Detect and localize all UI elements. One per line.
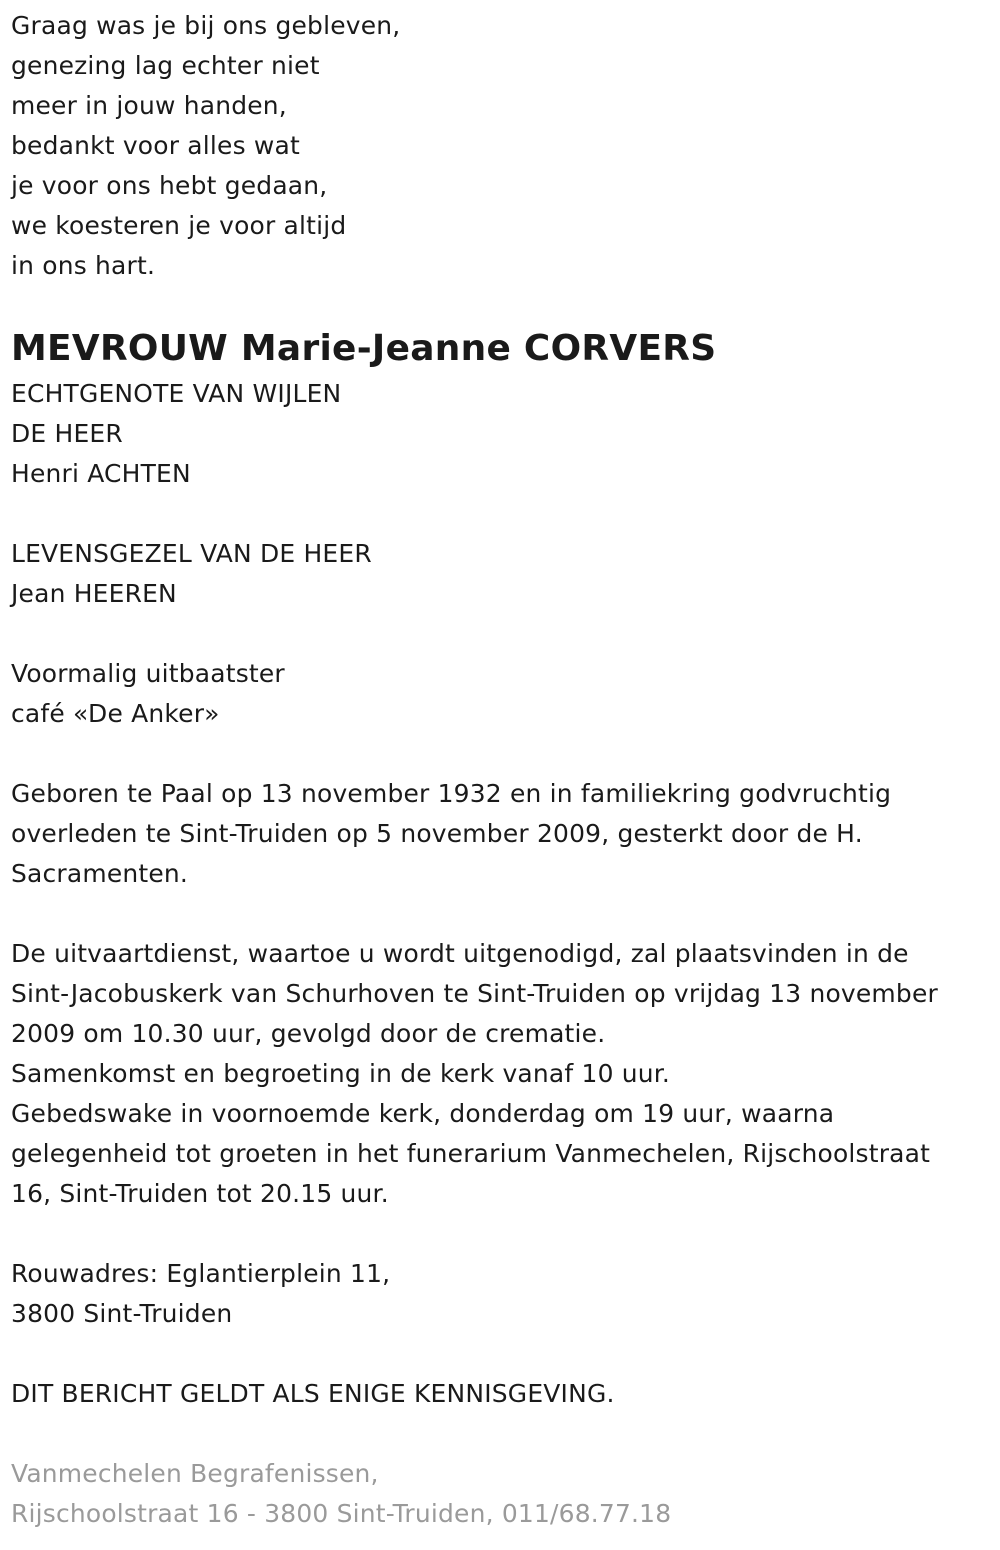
funeral-line: Samenkomst en begroeting in de kerk vanaf 10 uur. [11,1059,671,1088]
footer-line: Rijschoolstraat 16 - 3800 Sint-Truiden, 011/68.77.18 [11,1499,672,1528]
obituary-notice [11,6,991,1534]
spacer [11,1414,991,1454]
spacer [11,1334,991,1374]
spouse-line: ECHTGENOTE VAN WIJLEN [11,379,342,408]
birth-death-line: Geboren te Paal op 13 november 1932 en in familiekring godvruchtig [11,779,892,808]
address-block [11,1254,991,1334]
poem-line: Graag was je bij ons gebleven, [11,11,401,40]
deceased-name: MEVROUW Marie-Jeanne CORVERS [11,328,717,369]
spacer [11,286,991,324]
partner-block [11,534,991,614]
footer-line: Vanmechelen Begrafenissen, [11,1459,379,1488]
spouse-line: DE HEER [11,419,123,448]
poem-line: in ons hart. [11,251,156,280]
occupation-line: café «De Anker» [11,699,220,728]
spacer [11,894,991,934]
spouse-line: Henri ACHTEN [11,459,191,488]
occupation-line: Voormalig uitbaatster [11,659,285,688]
funeral-line: gelegenheid tot groeten in het funerarium Vanmechelen, Rijschoolstraat [11,1139,931,1168]
poem-line: je voor ons hebt gedaan, [11,171,328,200]
funeral-line: De uitvaartdienst, waartoe u wordt uitgenodigd, zal plaatsvinden in de [11,939,909,968]
spouse-block [11,374,991,494]
notice-text: DIT BERICHT GELDT ALS ENIGE KENNISGEVING. [11,1379,615,1408]
partner-line: Jean HEEREN [11,579,177,608]
birth-death-block [11,774,991,894]
spacer [11,734,991,774]
funeral-home-footer [11,1454,991,1534]
funeral-block [11,934,991,1214]
poem-line: bedankt voor alles wat [11,131,300,160]
spacer [11,494,991,534]
poem-line: genezing lag echter niet [11,51,320,80]
occupation-block [11,654,991,734]
birth-death-line: Sacramenten. [11,859,189,888]
spacer [11,614,991,654]
address-line: 3800 Sint-Truiden [11,1299,233,1328]
funeral-line: Sint-Jacobuskerk van Schurhoven te Sint-Truiden op vrijdag 13 november [11,979,938,1008]
address-line: Rouwadres: Eglantierplein 11, [11,1259,391,1288]
funeral-line: 16, Sint-Truiden tot 20.15 uur. [11,1179,389,1208]
partner-line: LEVENSGEZEL VAN DE HEER [11,539,372,568]
birth-death-line: overleden te Sint-Truiden op 5 november 2009, gesterkt door de H. [11,819,863,848]
poem-line: meer in jouw handen, [11,91,287,120]
funeral-line: Gebedswake in voornoemde kerk, donderdag om 19 uur, waarna [11,1099,835,1128]
funeral-line: 2009 om 10.30 uur, gevolgd door de crematie. [11,1019,606,1048]
poem [11,6,991,286]
spacer [11,1214,991,1254]
poem-line: we koesteren je voor altijd [11,211,347,240]
